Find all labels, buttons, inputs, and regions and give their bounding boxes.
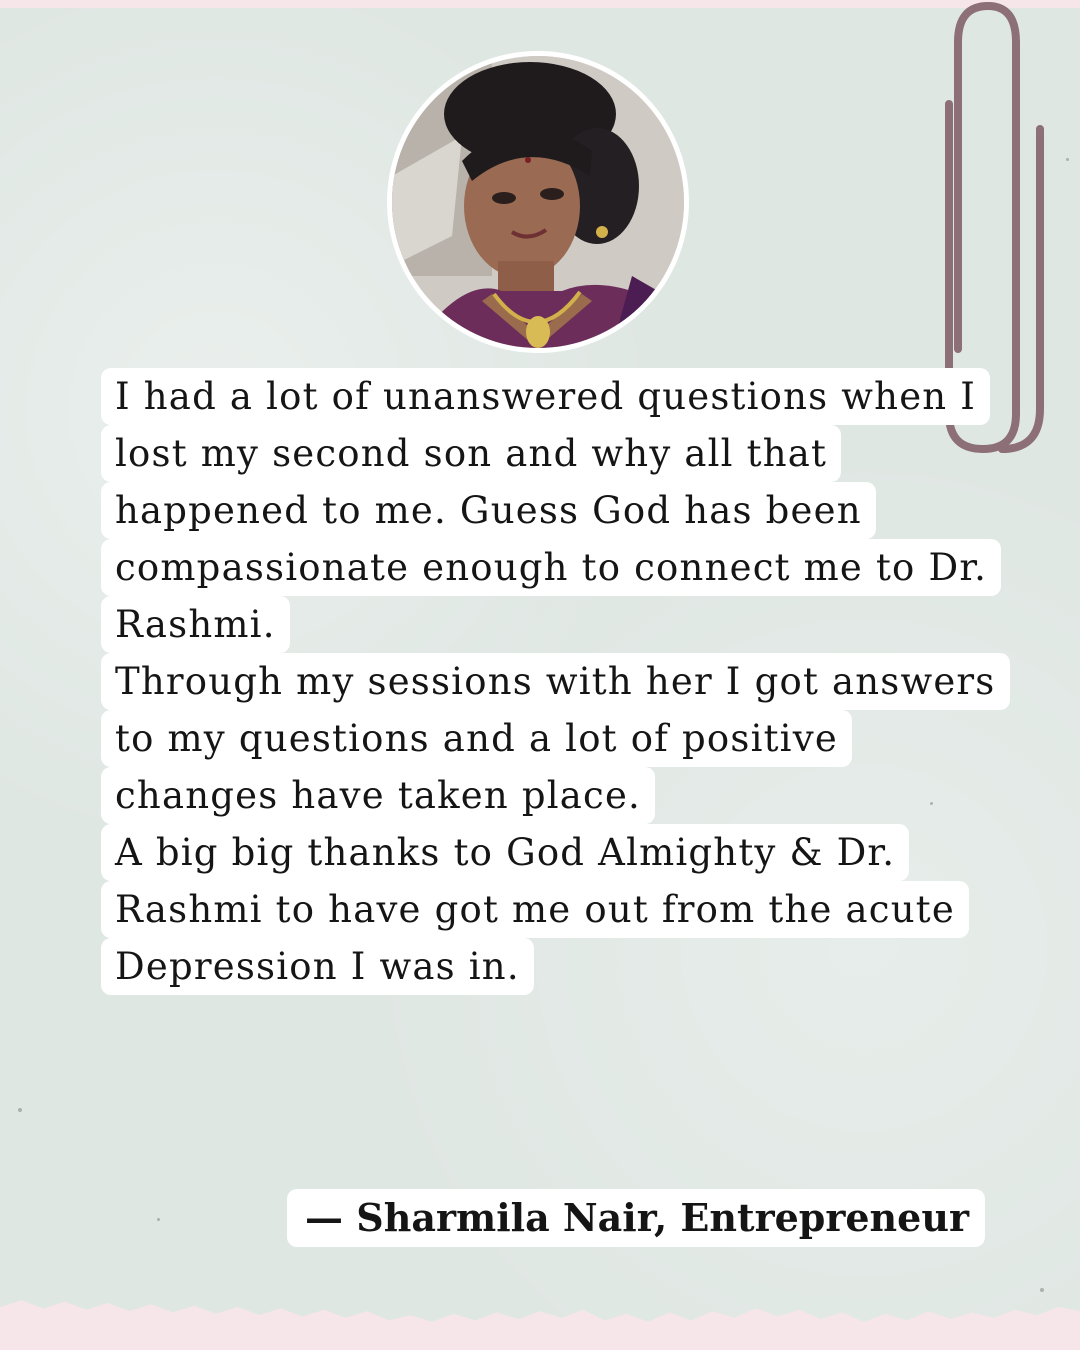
quote-line: changes have taken place. bbox=[101, 767, 1021, 824]
paper-speck bbox=[1040, 1288, 1044, 1292]
quote-line: Rashmi. bbox=[101, 596, 1021, 653]
quote-line: Depression I was in. bbox=[101, 938, 1021, 995]
quote-line: Rashmi to have got me out from the acute bbox=[101, 881, 1021, 938]
portrait-photo bbox=[392, 56, 684, 348]
attribution: — Sharmila Nair, Entrepreneur bbox=[287, 1189, 985, 1247]
paper-speck bbox=[1066, 158, 1069, 161]
quote-line: compassionate enough to connect me to Dr. bbox=[101, 539, 1021, 596]
quote-line: happened to me. Guess God has been bbox=[101, 482, 1021, 539]
quote-line: to my questions and a lot of positive bbox=[101, 710, 1021, 767]
quote-line: lost my second son and why all that bbox=[101, 425, 1021, 482]
paper-speck bbox=[157, 1218, 160, 1221]
avatar bbox=[387, 51, 689, 353]
testimonial-quote bbox=[101, 368, 1021, 995]
paper-speck bbox=[18, 1108, 22, 1112]
quote-line: Through my sessions with her I got answers bbox=[101, 653, 1021, 710]
quote-line: I had a lot of unanswered questions when I bbox=[101, 368, 1021, 425]
quote-line: A big big thanks to God Almighty & Dr. bbox=[101, 824, 1021, 881]
